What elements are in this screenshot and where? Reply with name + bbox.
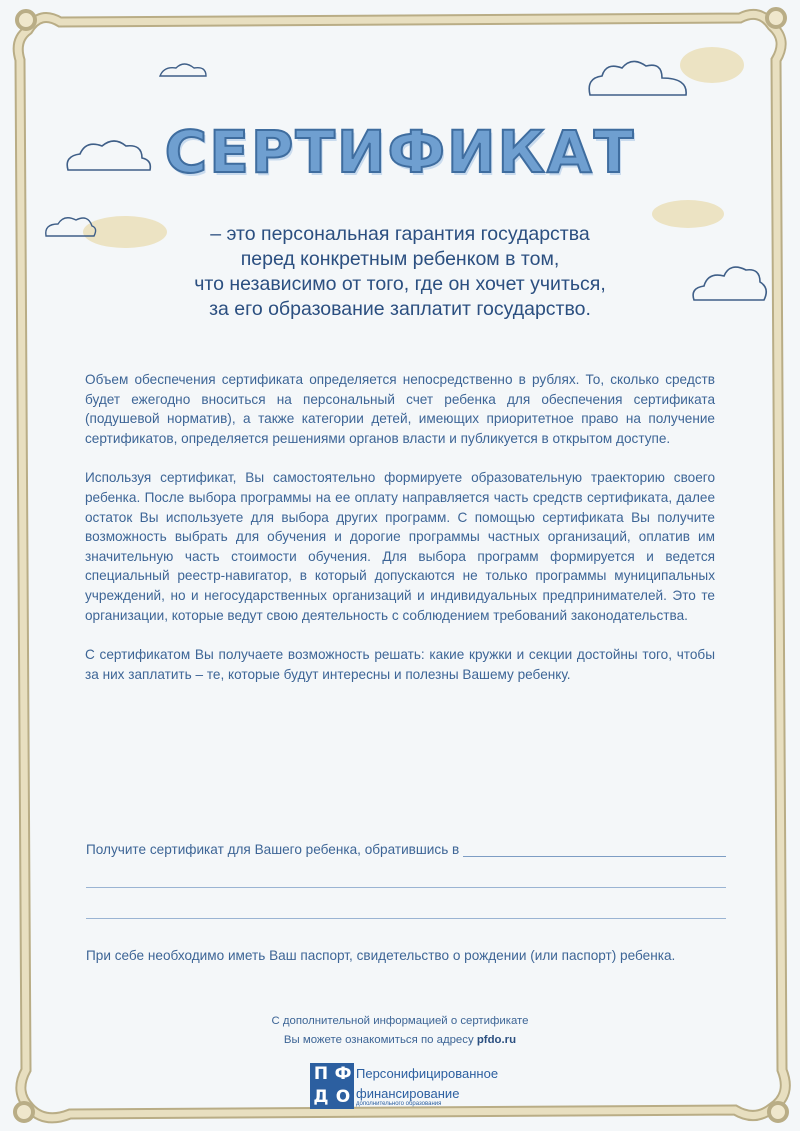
paragraph-usage: Используя сертификат, Вы самостоятельно формируете образовательную траекторию своего ребенка. После выбора программы на ее оплату направляется часть средств сертификата, далее остаток Вы используете для выбора других программ. С помощью сертификата Вы получите возможность выбрать для обучения и дорогие программы частных организаций, оплатив им значительную часть стоимости обучения. Для выбора программ формируется и ведется специальный реестр-навигатор, в который допускаются не только программы муниципальных учреждений, но и негосударственных организаций и индивидуальных предпринимателей. Это те организации, которые ведут свою деятельность с соблюдением требований законодательства. <box>85 470 715 623</box>
cloud-icon <box>589 47 744 95</box>
subtitle <box>120 222 680 322</box>
organization-fill-line <box>463 842 726 857</box>
logo-text: Персонифицированное <box>356 1066 499 1081</box>
subtitle-line: перед конкретным ребенком в том, <box>240 248 560 270</box>
logo-letter: Ф <box>334 1064 352 1084</box>
certificate-title: СЕРТИФИКАТ <box>164 118 636 186</box>
pfdo-logo <box>308 1060 508 1112</box>
cloud-icon <box>693 267 766 300</box>
paragraph-choice: С сертификатом Вы получаете возможность решать: какие кружки и секции достойны того, чтобы за них заплатить – те, которые будут интересны и полезны Вашему ребенку. <box>85 647 715 682</box>
subtitle-line: что независимо от того, где он хочет учиться, <box>194 273 606 295</box>
body-text <box>85 370 715 704</box>
blank-fill-line <box>86 918 726 919</box>
blank-fill-line <box>86 887 726 888</box>
paragraph-funding: Объем обеспечения сертификата определяется непосредственно в рублях. То, сколько средств будет ежегодно вноситься на персональный счет ребенка для обеспечения сертификата (подушевой норматив), а также категории детей, имеющих приоритетное право на получение сертификатов, определяется решениями органов власти и публикуется в открытом доступе. <box>85 372 715 446</box>
site-link[interactable]: pfdo.ru <box>476 1034 517 1046</box>
info-prefix: Вы можете ознакомиться по адресу <box>283 1034 477 1046</box>
subtitle-line: за его образование заплатит государство. <box>209 298 591 320</box>
cloud-icon <box>160 64 206 76</box>
contact-form-block <box>86 842 726 919</box>
logo-text: дополнительного образования <box>356 1101 442 1107</box>
logo-text: финансирование <box>356 1086 460 1101</box>
logo-letter: Д <box>313 1087 329 1107</box>
documents-note: При себе необходимо иметь Ваш паспорт, свидетельство о рождении (или паспорт) ребенка. <box>86 948 676 963</box>
info-line: С дополнительной информацией о сертификате <box>271 1015 529 1027</box>
info-line <box>200 1031 600 1050</box>
logo-letter: О <box>335 1087 351 1107</box>
contact-prompt-row <box>86 842 726 857</box>
subtitle-line: – это персональная гарантия государства <box>210 223 590 245</box>
logo-letter: П <box>313 1064 329 1084</box>
contact-prompt: Получите сертификат для Вашего ребенка, обратившись в <box>86 842 460 857</box>
additional-info <box>200 1012 600 1050</box>
